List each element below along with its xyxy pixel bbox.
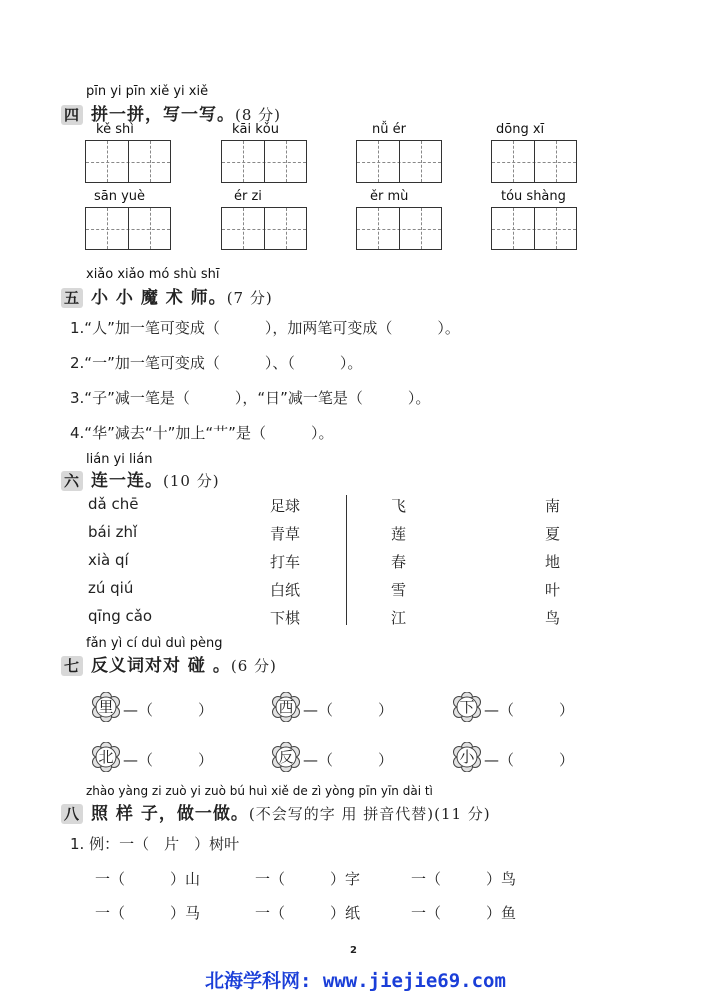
match-right-char[interactable]: 叶 — [545, 581, 561, 599]
pinyin-item: nǚ ér — [372, 122, 406, 137]
match-pinyin[interactable]: xià qí — [88, 551, 129, 569]
match-right-char[interactable]: 夏 — [545, 525, 561, 543]
sec8-note: (不会写的字 用 拼音代替) — [248, 805, 435, 823]
match-pinyin[interactable]: qīng cǎo — [88, 607, 153, 625]
antonym-blank[interactable]: —（ ） — [123, 701, 214, 719]
writing-grid[interactable] — [491, 140, 577, 183]
writing-grid[interactable] — [356, 140, 442, 183]
match-left-char[interactable]: 春 — [391, 553, 407, 571]
flower-badge — [271, 692, 301, 722]
pinyin-item: ér zi — [234, 189, 262, 204]
example-line: 1. 例：一（ 片 ）树叶 — [70, 835, 240, 853]
sec6-number: 六 — [61, 471, 83, 491]
fill-item[interactable]: 一（ ）马 — [95, 904, 201, 922]
sec4-title: 拼一拼，写一写。 — [91, 105, 235, 125]
antonym-blank[interactable]: —（ ） — [484, 751, 575, 769]
match-right-char[interactable]: 地 — [545, 553, 561, 571]
sec5-heading — [61, 283, 273, 308]
flower-badge — [452, 692, 482, 722]
sec7-score: (6 分) — [230, 657, 277, 675]
antonym-char: 北 — [98, 748, 114, 766]
antonym-char: 小 — [459, 748, 475, 766]
sec5-score: (7 分) — [226, 289, 273, 307]
match-left-char[interactable]: 莲 — [391, 525, 407, 543]
match-word[interactable]: 青草 — [270, 525, 301, 543]
match-left-char[interactable]: 江 — [391, 609, 407, 627]
sec8-number: 八 — [61, 804, 83, 824]
sec8-pinyin: zhào yàng zi zuò yi zuò bú huì xiě de zì yòng pīn yīn dài tì — [86, 784, 433, 798]
sec6-heading — [61, 466, 220, 491]
sec7-title: 反义词对对 碰 。 — [91, 656, 231, 676]
writing-grid[interactable] — [491, 207, 577, 250]
antonym-char: 西 — [278, 698, 294, 716]
match-word[interactable]: 白纸 — [270, 581, 301, 599]
sec6-pinyin: lián yi lián — [86, 452, 153, 467]
sec5-title: 小 小 魔 术 师。 — [91, 288, 227, 308]
sec8-title: 照 样 子，做一做。 — [91, 804, 249, 824]
writing-grid[interactable] — [356, 207, 442, 250]
pinyin-item: kāi kǒu — [232, 122, 279, 137]
antonym-char: 反 — [278, 748, 294, 766]
pinyin-item: kě shì — [96, 122, 134, 137]
sec5-pinyin: xiǎo xiǎo mó shù shī — [86, 267, 220, 282]
flower-badge — [452, 742, 482, 772]
antonym-blank[interactable]: —（ ） — [123, 751, 214, 769]
sec8-heading — [61, 799, 491, 824]
match-word[interactable]: 打车 — [270, 553, 301, 571]
flower-badge — [91, 742, 121, 772]
writing-grid[interactable] — [221, 207, 307, 250]
sec8-score: (11 分) — [434, 805, 491, 823]
fill-item[interactable]: 一（ ）鱼 — [411, 904, 517, 922]
flower-badge — [91, 692, 121, 722]
fill-item[interactable]: 一（ ）鸟 — [411, 870, 517, 888]
question-line: 3.“子”减一笔是（ ），“日”减一笔是（ ）。 — [70, 389, 431, 407]
question-line: 4.“华”减去“十”加上“艹”是（ ）。 — [70, 424, 334, 442]
sec7-heading — [61, 651, 277, 676]
pinyin-item: ěr mù — [370, 189, 409, 204]
match-left-char[interactable]: 飞 — [391, 497, 407, 515]
question-line: 2.“一”加一笔可变成（ ）、（ ）。 — [70, 354, 363, 372]
fill-item[interactable]: 一（ ）山 — [95, 870, 201, 888]
antonym-blank[interactable]: —（ ） — [484, 701, 575, 719]
sec7-number: 七 — [61, 656, 83, 676]
match-pinyin[interactable]: zú qiú — [88, 579, 134, 597]
sec4-pinyin: pīn yi pīn xiě yi xiě — [86, 84, 209, 99]
pinyin-item: tóu shàng — [501, 189, 566, 204]
page-number: 2 — [350, 945, 357, 956]
match-pinyin[interactable]: dǎ chē — [88, 495, 139, 513]
antonym-blank[interactable]: —（ ） — [303, 701, 394, 719]
sec4-score: (8 分) — [235, 106, 282, 124]
question-line: 1.“人”加一笔可变成（ ），加两笔可变成（ ）。 — [70, 319, 460, 337]
antonym-char: 下 — [459, 698, 475, 716]
sec5-number: 五 — [61, 288, 83, 308]
writing-grid[interactable] — [85, 140, 171, 183]
match-left-char[interactable]: 雪 — [391, 581, 407, 599]
sec4-number: 四 — [61, 105, 83, 125]
sec7-pinyin: fǎn yì cí duì duì pèng — [86, 636, 223, 651]
footer-watermark[interactable]: 北海学科网: www.jiejie69.com — [205, 970, 506, 992]
pinyin-item: dōng xī — [496, 122, 545, 137]
sec6-title: 连一连。 — [91, 471, 163, 491]
match-right-char[interactable]: 鸟 — [545, 609, 561, 627]
sec6-score: (10 分) — [163, 472, 220, 490]
match-word[interactable]: 足球 — [270, 497, 301, 515]
flower-badge — [271, 742, 301, 772]
antonym-blank[interactable]: —（ ） — [303, 751, 394, 769]
match-right-char[interactable]: 南 — [545, 497, 561, 515]
fill-item[interactable]: 一（ ）字 — [255, 870, 361, 888]
antonym-char: 里 — [98, 698, 114, 716]
fill-item[interactable]: 一（ ）纸 — [255, 904, 361, 922]
match-word[interactable]: 下棋 — [270, 609, 301, 627]
pinyin-item: sān yuè — [94, 189, 146, 204]
writing-grid[interactable] — [221, 140, 307, 183]
writing-grid[interactable] — [85, 207, 171, 250]
column-divider — [346, 495, 347, 625]
match-pinyin[interactable]: bái zhǐ — [88, 523, 138, 541]
